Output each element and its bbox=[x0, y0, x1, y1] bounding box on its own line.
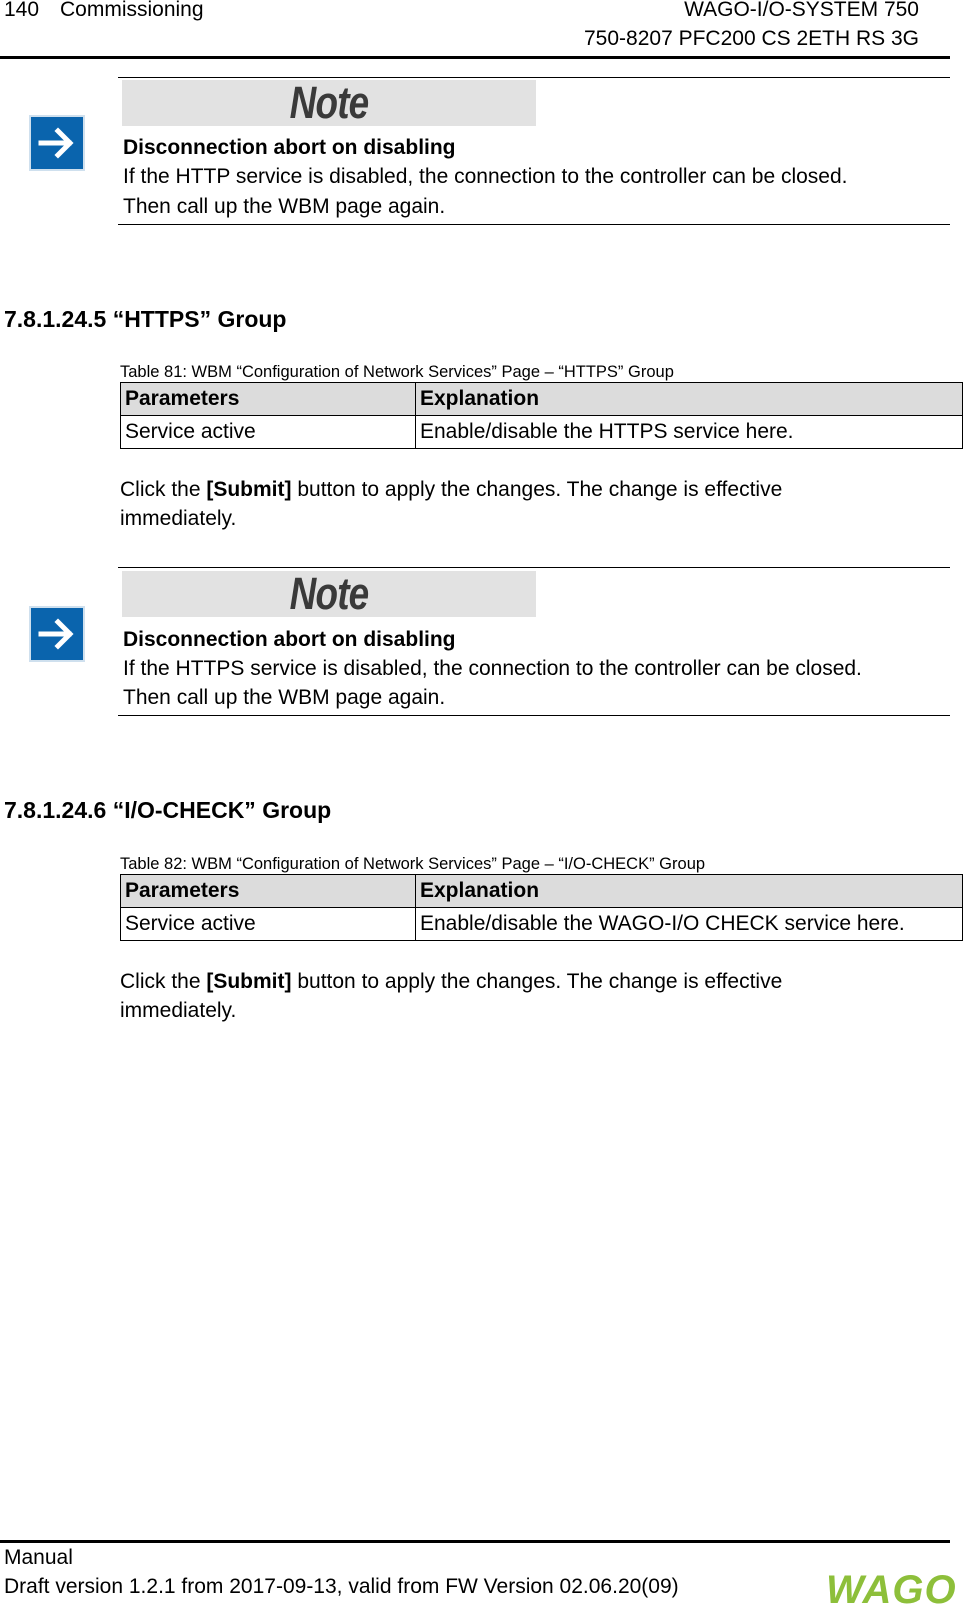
table-row bbox=[121, 416, 963, 449]
column-header: Parameters bbox=[121, 875, 416, 908]
note-bottom-rule bbox=[118, 224, 950, 225]
table-cell: Enable/disable the WAGO-I/O CHECK service here. bbox=[416, 908, 963, 941]
instruction-paragraph bbox=[120, 967, 940, 1025]
note-text-line: Then call up the WBM page again. bbox=[123, 686, 446, 709]
paragraph-text: immediately. bbox=[120, 507, 237, 530]
section-heading: 7.8.1.24.6 “I/O-CHECK” Group bbox=[4, 797, 332, 823]
page-number: 140 bbox=[4, 0, 40, 21]
table-cell: Enable/disable the HTTPS service here. bbox=[416, 416, 963, 449]
paragraph-text: button to apply the changes. The change is effective bbox=[291, 478, 783, 501]
parameters-table bbox=[120, 382, 963, 449]
note-top-rule bbox=[118, 77, 950, 78]
system-title: WAGO-I/O-SYSTEM 750 bbox=[684, 0, 919, 21]
table-cell: Service active bbox=[121, 416, 416, 449]
submit-label: [Submit] bbox=[206, 970, 292, 993]
instruction-paragraph bbox=[120, 475, 940, 533]
paragraph-text: immediately. bbox=[120, 999, 237, 1022]
table-caption: Table 81: WBM “Configuration of Network Services” Page – “HTTPS” Group bbox=[120, 363, 674, 381]
submit-label: [Submit] bbox=[206, 478, 292, 501]
note-text-line: If the HTTP service is disabled, the connection to the controller can be closed. bbox=[123, 165, 848, 188]
wago-logo bbox=[826, 1568, 957, 1613]
parameters-table bbox=[120, 874, 963, 941]
note-text-line: Then call up the WBM page again. bbox=[123, 195, 446, 218]
arrow-right-icon bbox=[29, 606, 85, 662]
header-rule bbox=[0, 56, 950, 59]
column-header: Parameters bbox=[121, 383, 416, 416]
note-title: Disconnection abort on disabling bbox=[123, 136, 456, 159]
table-header-row bbox=[121, 875, 963, 908]
note-banner bbox=[122, 77, 536, 128]
column-header: Explanation bbox=[416, 875, 963, 908]
table-header-row bbox=[121, 383, 963, 416]
table-row bbox=[121, 908, 963, 941]
note-top-rule bbox=[118, 567, 950, 568]
logo-text: WAGO bbox=[826, 1568, 957, 1612]
paragraph-text: Click the bbox=[120, 970, 207, 993]
footer-manual: Manual bbox=[4, 1546, 73, 1569]
paragraph-text: button to apply the changes. The change is effective bbox=[291, 970, 783, 993]
note-banner bbox=[122, 568, 536, 619]
column-header: Explanation bbox=[416, 383, 963, 416]
paragraph-text: Click the bbox=[120, 478, 207, 501]
note-banner-label: Note bbox=[289, 77, 369, 128]
note-banner-label: Note bbox=[289, 568, 369, 619]
footer-draft-version: Draft version 1.2.1 from 2017-09-13, valid from FW Version 02.06.20(09) bbox=[4, 1575, 679, 1598]
note-bottom-rule bbox=[118, 715, 950, 716]
note-text-line: If the HTTPS service is disabled, the connection to the controller can be closed. bbox=[123, 657, 862, 680]
note-title: Disconnection abort on disabling bbox=[123, 628, 456, 651]
section-heading: 7.8.1.24.5 “HTTPS” Group bbox=[4, 306, 287, 332]
chapter-title: Commissioning bbox=[60, 0, 204, 21]
footer-rule bbox=[0, 1540, 950, 1543]
arrow-right-icon bbox=[29, 115, 85, 171]
table-cell: Service active bbox=[121, 908, 416, 941]
table-caption: Table 82: WBM “Configuration of Network Services” Page – “I/O-CHECK” Group bbox=[120, 855, 706, 873]
product-title: 750-8207 PFC200 CS 2ETH RS 3G bbox=[584, 27, 919, 50]
